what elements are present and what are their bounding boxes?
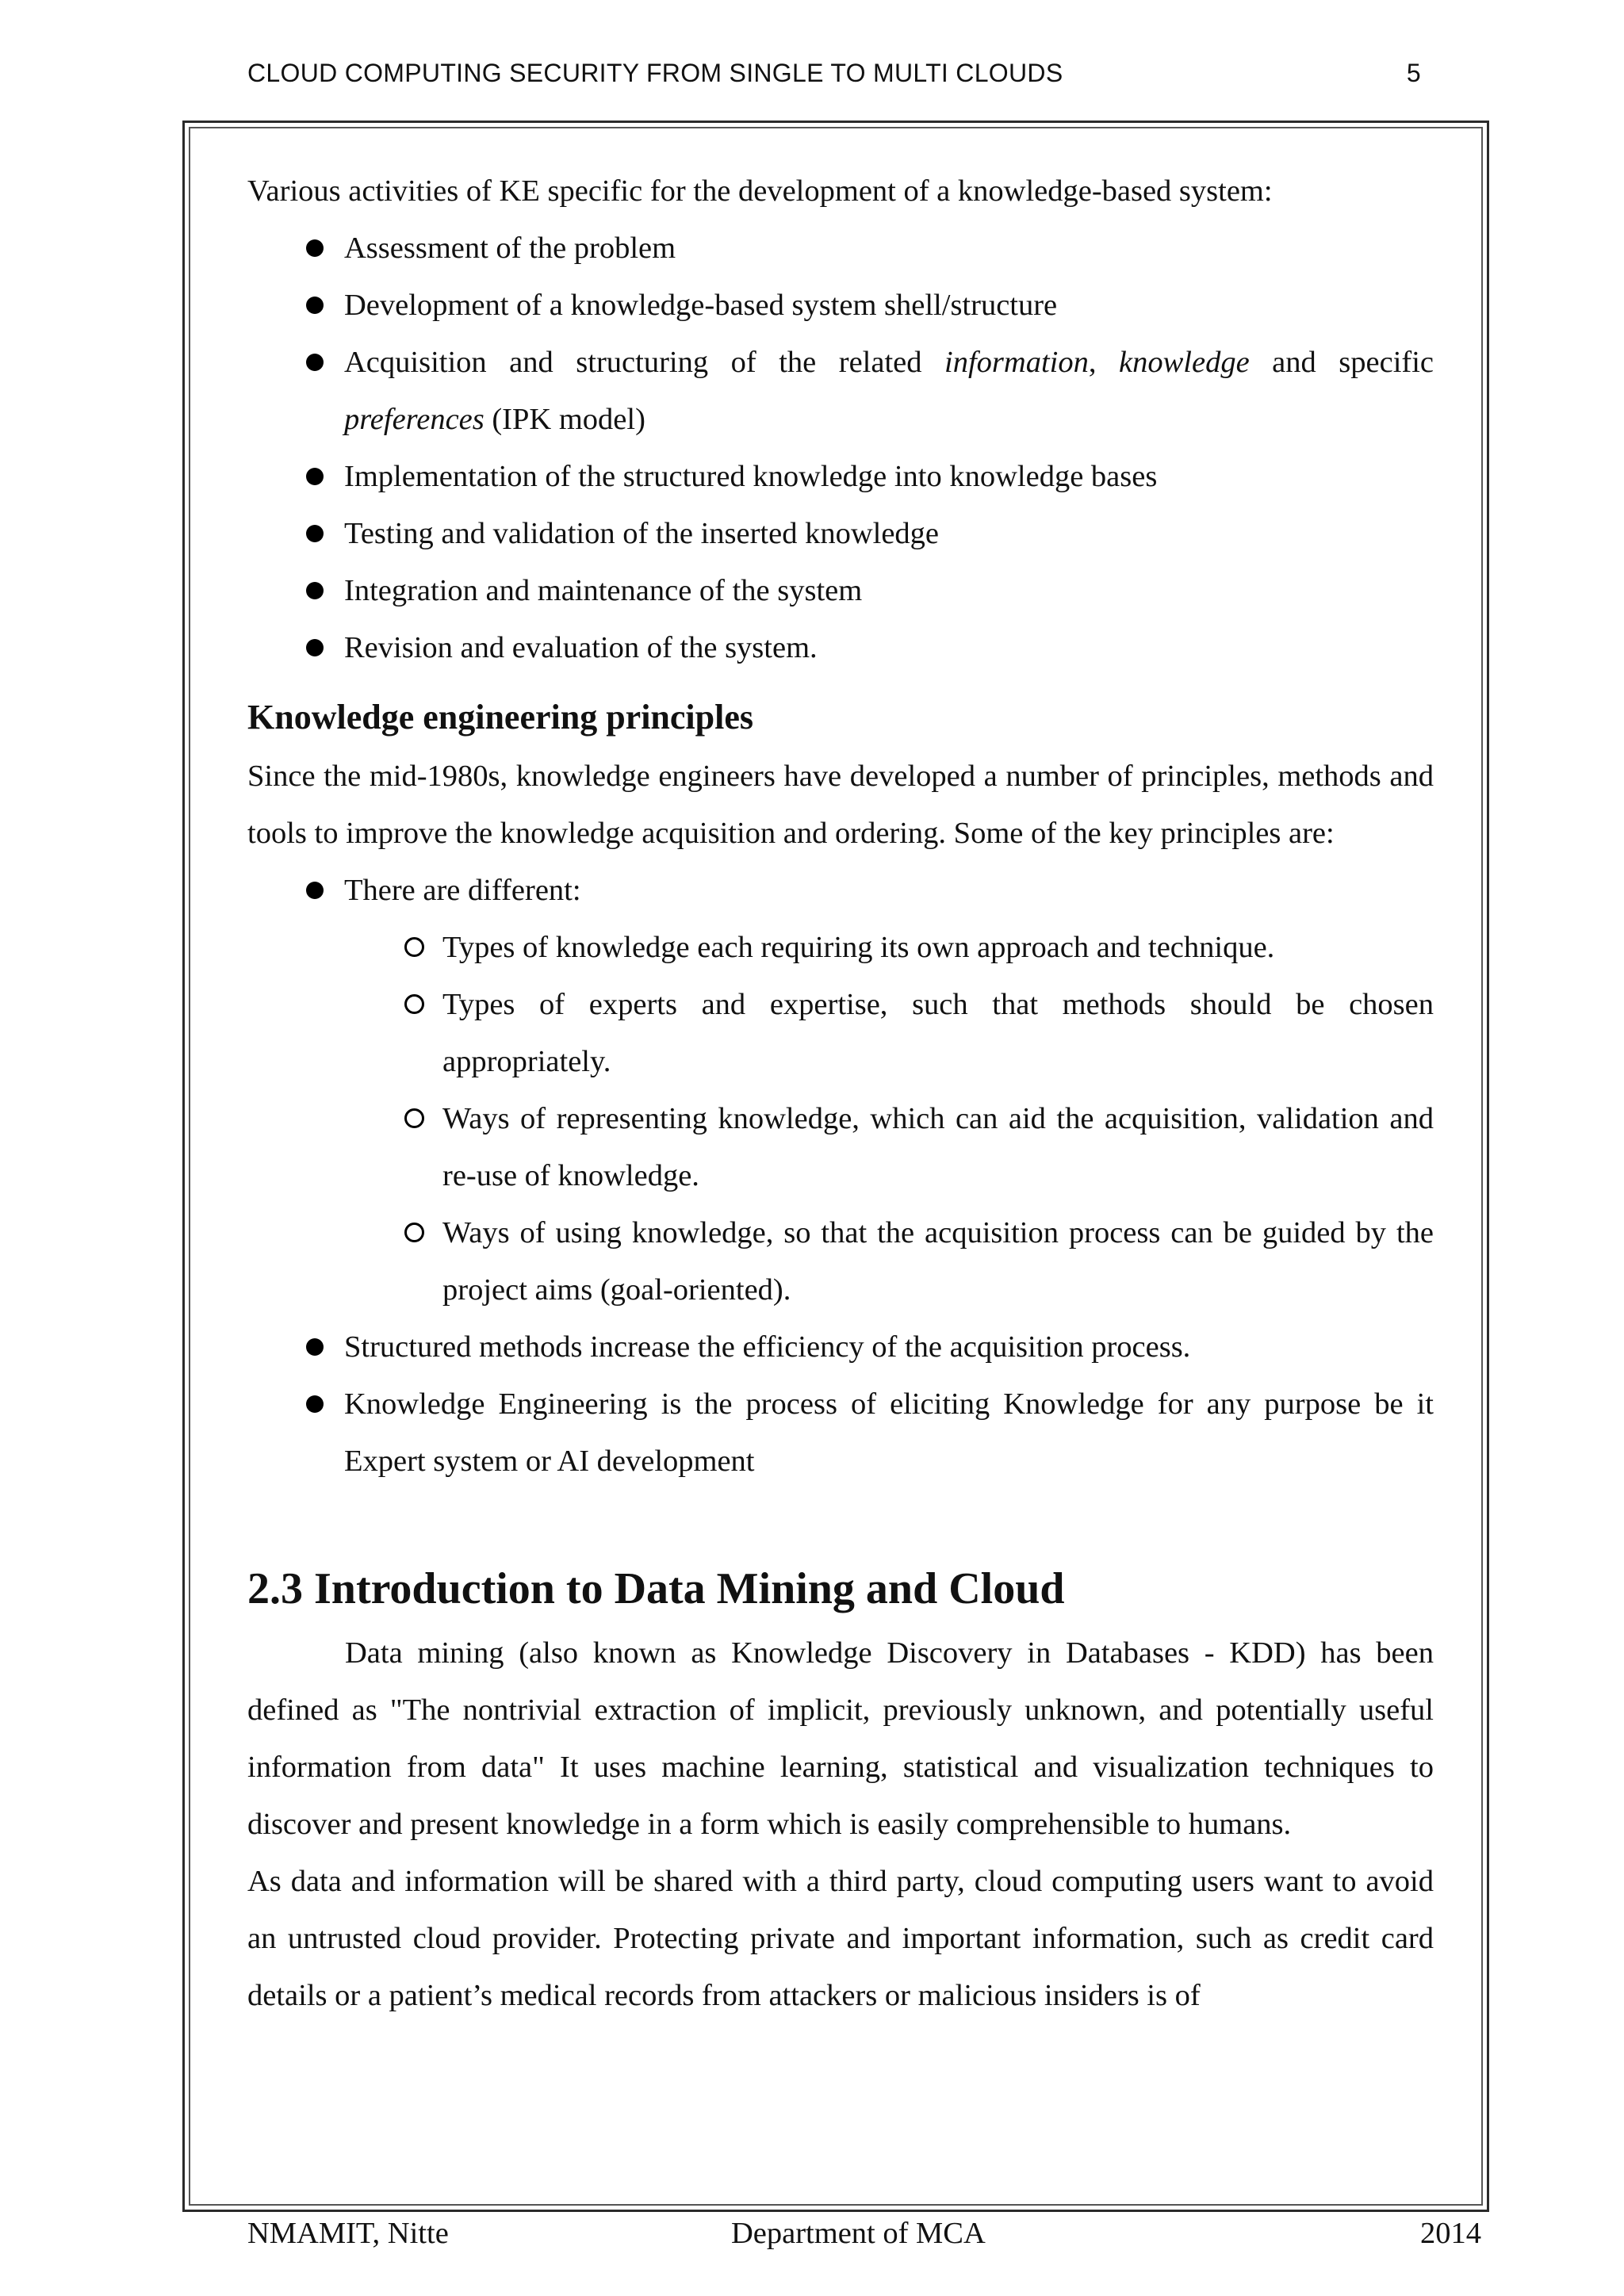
list-item: Testing and validation of the inserted knowledge [344, 505, 1434, 562]
page-content [247, 163, 1434, 2024]
footer-institution: NMAMIT, Nitte [247, 2217, 449, 2250]
list-item: Assessment of the problem [344, 220, 1434, 277]
bullet-dot-icon [306, 1338, 324, 1356]
footer-year: 2014 [1420, 2217, 1481, 2250]
sublist-item: Ways of using knowledge, so that the acquisition process can be guided by the project aims (goal-oriented). [442, 1204, 1434, 1318]
sublist-item: Types of knowledge each requiring its own approach and technique. [442, 919, 1434, 976]
list-item: Acquisition and structuring of the related information, knowledge and specific preferences (IPK model) [344, 334, 1434, 448]
list-item: Revision and evaluation of the system. [344, 619, 1434, 676]
section-heading-data-mining: 2.3 Introduction to Data Mining and Cloud [247, 1564, 1065, 1613]
bullet-dot-icon [306, 354, 324, 371]
bullet-circle-icon [404, 1108, 424, 1128]
ke-principles-sublist [344, 919, 1434, 1318]
bullet-circle-icon [404, 937, 424, 957]
bullet-circle-icon [404, 994, 424, 1014]
ke-principles-list [247, 862, 1434, 1490]
cloud-security-paragraph: As data and information will be shared with a third party, cloud computing users want to avoid an untrusted cloud provider. Protecting private and important information, such as credit card details or a patient’s medical records from attackers or malicious insiders is of [247, 1865, 1434, 2012]
page-footer [247, 2216, 1481, 2257]
ke-principles-heading: Knowledge engineering principles [247, 698, 753, 737]
bullet-circle-icon [404, 1223, 424, 1242]
ke-principles-intro: Since the mid-1980s, knowledge engineers have developed a number of principles, methods and tools to improve the knowledge acquisition and ordering. Some of the key principles are: [247, 760, 1434, 850]
list-item: Structured methods increase the efficiency of the acquisition process. [344, 1318, 1434, 1376]
sublist-item: Ways of representing knowledge, which can aid the acquisition, validation and re-use of knowledge. [442, 1090, 1434, 1204]
list-item: Integration and maintenance of the system [344, 562, 1434, 619]
footer-department: Department of MCA [731, 2217, 986, 2250]
bullet-dot-icon [306, 882, 324, 899]
sublist-item: Types of experts and expertise, such that methods should be chosen appropriately. [442, 976, 1434, 1090]
list-item: Knowledge Engineering is the process of eliciting Knowledge for any purpose be it Expert system or AI development [344, 1376, 1434, 1490]
bullet-dot-icon [306, 1395, 324, 1413]
bullet-dot-icon [306, 239, 324, 257]
bullet-dot-icon [306, 468, 324, 485]
bullet-dot-icon [306, 297, 324, 314]
bullet-dot-icon [306, 582, 324, 599]
list-item: Implementation of the structured knowledge into knowledge bases [344, 448, 1434, 505]
list-item: There are different: Types of knowledge each requiring its own approach and technique. Types of experts and expertise, such that methods should be chosen appropriately. Ways of representing knowledge, which can aid the acquisition, validation and re-use of knowledge. Ways of using knowledge, so that the acquisition process can be guided by the project aims (goal-oriented). [344, 862, 1434, 1318]
ke-activities-intro: Various activities of KE specific for the development of a knowledge-based system: [247, 174, 1273, 208]
data-mining-paragraph: Data mining (also known as Knowledge Discovery in Databases - KDD) has been defined as "The nontrivial extraction of implicit, previously unknown, and potentially useful information from data" It uses machine learning, statistical and visualization techniques to discover and present knowledge in a form which is easily comprehensible to humans. [247, 1636, 1434, 1841]
list-item: Development of a knowledge-based system shell/structure [344, 277, 1434, 334]
page-number: 5 [1406, 59, 1421, 87]
running-title: CLOUD COMPUTING SECURITY FROM SINGLE TO MULTI CLOUDS [247, 59, 1063, 87]
ke-activities-list [247, 220, 1434, 676]
bullet-dot-icon [306, 525, 324, 542]
running-header [247, 59, 1421, 98]
bullet-dot-icon [306, 639, 324, 656]
